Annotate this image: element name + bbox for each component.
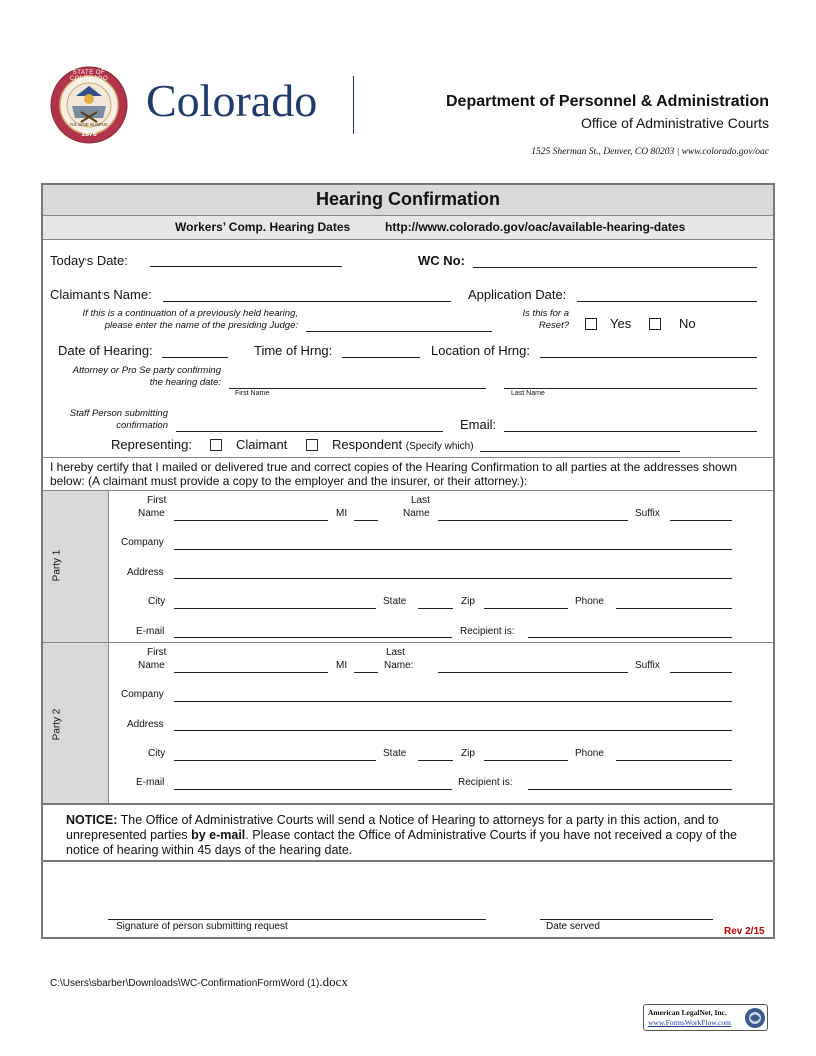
state-seal — [48, 66, 130, 144]
party-1-first-name-field[interactable] — [174, 520, 328, 521]
notice-text: NOTICE: The Office of Administrative Courts will send a Notice of Hearing to attorneys for a party in this action, and to unrepresented parties by e-mail. Please contact the Office of Administrative Courts if you have not received a copy of the notice of hearing within 45 days of the hearing date. — [66, 813, 737, 857]
party-2-suffix-label: Suffix — [635, 660, 660, 671]
party-1-phone-label: Phone — [575, 596, 604, 607]
subtitle-label: Workers’ Comp. Hearing Dates — [175, 220, 351, 234]
claimant-checkbox[interactable] — [210, 439, 222, 451]
date-of-hearing-field[interactable] — [162, 357, 228, 358]
party-1-phone-field[interactable] — [616, 608, 732, 609]
party-2-suffix-field[interactable] — [670, 672, 732, 673]
party-divider — [43, 642, 773, 643]
party-2-city-field[interactable] — [174, 760, 376, 761]
party-1-suffix-label: Suffix — [635, 508, 660, 519]
section-divider-3 — [43, 803, 773, 805]
section-divider-1 — [43, 457, 773, 458]
form-title: Hearing Confirmation — [315, 189, 500, 209]
attorney-line-2: the hearing date: — [149, 377, 221, 388]
reset-no-label: No — [679, 316, 696, 331]
party-2-last-name-label: Name: — [384, 660, 414, 671]
email-field[interactable] — [504, 431, 757, 432]
seal-year: 1876 — [81, 131, 97, 138]
email-label: Email: — [460, 417, 497, 432]
reset-line-2: Reset? — [538, 320, 569, 331]
party-1-state-field[interactable] — [418, 608, 453, 609]
attorney-last-name-field[interactable] — [504, 388, 757, 389]
seal-top-text: STATE OF COLORADO — [69, 70, 109, 82]
vendor-badge[interactable] — [643, 1004, 768, 1031]
party-2-state-field[interactable] — [418, 760, 453, 761]
claimant-name-label: Claimant’s Name: — [50, 287, 152, 302]
party-1-state-label: State — [383, 596, 407, 607]
state-name-logo: Colorado — [146, 75, 318, 126]
time-of-hrng-field[interactable] — [342, 357, 420, 358]
party-2-phone-field[interactable] — [616, 760, 732, 761]
wc-no-field[interactable] — [473, 267, 757, 268]
file-path: C:\Users\sbarber\Downloads\WC-ConfirmationFormWord (1).docx — [50, 974, 348, 989]
section-divider-4 — [43, 860, 773, 862]
wc-no-label: WC No: — [418, 253, 465, 268]
party-1-label: Party 1 — [51, 549, 63, 582]
party-1-city-label: City — [148, 596, 166, 607]
respondent-option-label: Respondent (Specify which) — [332, 437, 474, 452]
notice-email-emphasis: by e-mail — [191, 828, 246, 842]
seal-motto: NIL SINE NUMINE — [70, 122, 108, 127]
party-2-recipient-label: Recipient is: — [458, 777, 513, 788]
party-1-name-label: Name — [138, 508, 165, 519]
section-divider-2 — [43, 490, 773, 491]
continuation-line-1: If this is a continuation of a previously held hearing, — [82, 308, 298, 319]
hearing-dates-link[interactable]: http://www.colorado.gov/oac/available-hearing-dates — [385, 220, 686, 234]
party-2-first-name-field[interactable] — [174, 672, 328, 673]
logo-divider — [353, 76, 354, 134]
party-2-mi-field[interactable] — [354, 672, 378, 673]
date-of-hearing-label: Date of Hearing: — [58, 343, 153, 358]
party-1-suffix-field[interactable] — [670, 520, 732, 521]
claimant-option-label: Claimant — [236, 437, 288, 452]
party-2-label: Party 2 — [51, 708, 63, 741]
reset-line-1: Is this for a — [522, 308, 569, 319]
revision-label: Rev 2/15 — [724, 926, 765, 937]
party-1-email-field[interactable] — [174, 637, 452, 638]
presiding-judge-field[interactable] — [306, 331, 492, 332]
vendor-globe-icon — [744, 1007, 766, 1029]
location-label: Location of Hrng: — [431, 343, 531, 358]
party-2-address-label: Address — [127, 719, 164, 730]
party-2-last-name-field[interactable] — [438, 672, 628, 673]
certify-text: I hereby certify that I mailed or delivered true and correct copies of the Hearing Confirmation to all parties at the addresses shown below: (A claimant must provide a copy to the employer and the insurer, or their attorney.): — [50, 460, 738, 488]
party-2-phone-label: Phone — [575, 748, 604, 759]
reset-yes-checkbox[interactable] — [585, 318, 597, 330]
party-2-company-label: Company — [121, 689, 164, 700]
party-1-recipient-field[interactable] — [528, 637, 732, 638]
date-served-caption: Date served — [546, 921, 600, 932]
party-2-zip-field[interactable] — [484, 760, 568, 761]
party-2-name-label: Name — [138, 660, 165, 671]
party-1-address-field[interactable] — [174, 578, 732, 579]
attorney-line-1: Attorney or Pro Se party confirming — [72, 365, 221, 376]
todays-date-field[interactable] — [150, 266, 342, 267]
party-1-last-name-label: Name — [403, 508, 430, 519]
party-2-email-field[interactable] — [174, 789, 452, 790]
department-name: Department of Personnel & Administration — [446, 93, 769, 110]
party-2-address-field[interactable] — [174, 730, 732, 731]
application-date-field[interactable] — [577, 301, 757, 302]
reset-yes-label: Yes — [610, 316, 632, 331]
application-date-label: Application Date: — [468, 287, 567, 302]
party-1-last-label: Last — [411, 495, 430, 506]
attorney-first-name-field[interactable] — [229, 388, 486, 389]
signature-caption: Signature of person submitting request — [116, 921, 288, 932]
vendor-name: American LegalNet, Inc. — [648, 1008, 727, 1017]
location-field[interactable] — [540, 357, 757, 358]
signature-field[interactable] — [108, 919, 486, 920]
party-1-last-name-field[interactable] — [438, 520, 628, 521]
party-2-zip-label: Zip — [461, 748, 475, 759]
vendor-url[interactable]: www.FormsWorkFlow.com — [648, 1018, 732, 1027]
party-2-state-label: State — [383, 748, 407, 759]
reset-no-checkbox[interactable] — [649, 318, 661, 330]
party-1-first-label: First — [147, 495, 167, 506]
party-1-city-field[interactable] — [174, 608, 376, 609]
respondent-specify-field[interactable] — [480, 451, 680, 452]
representing-label: Representing: — [111, 437, 192, 452]
continuation-line-2: please enter the name of the presiding Judge: — [104, 320, 298, 331]
party-2-recipient-field[interactable] — [528, 789, 732, 790]
respondent-checkbox[interactable] — [306, 439, 318, 451]
notice-label: NOTICE: — [66, 813, 118, 827]
party-2-city-label: City — [148, 748, 166, 759]
party-1-company-label: Company — [121, 537, 164, 548]
party-2-company-field[interactable] — [174, 701, 732, 702]
party-2-first-label: First — [147, 647, 167, 658]
claimant-name-field[interactable] — [163, 301, 451, 302]
first-name-caption: First Name — [235, 390, 270, 397]
party-1-zip-label: Zip — [461, 596, 475, 607]
party-1-mi-field[interactable] — [354, 520, 378, 521]
staff-line-2: confirmation — [116, 420, 168, 431]
office-address: 1525 Sherman St., Denver, CO 80203 | www.colorado.gov/oac — [531, 147, 769, 157]
staff-person-field[interactable] — [176, 431, 443, 432]
last-name-caption: Last Name — [511, 390, 545, 397]
staff-line-1: Staff Person submitting — [69, 408, 168, 419]
date-served-field[interactable] — [540, 919, 713, 920]
party-1-address-label: Address — [127, 567, 164, 578]
party-1-email-label: E-mail — [136, 626, 165, 637]
party-2-mi-label: MI — [336, 660, 348, 671]
office-name: Office of Administrative Courts — [580, 115, 769, 131]
party-2-email-label: E-mail — [136, 777, 165, 788]
party-1-zip-field[interactable] — [484, 608, 568, 609]
party-1-recipient-label: Recipient is: — [460, 626, 515, 637]
party-1-mi-label: MI — [336, 508, 348, 519]
todays-date-label: Today’s Date: — [50, 253, 128, 268]
party-1-company-field[interactable] — [174, 549, 732, 550]
party-2-last-label: Last — [386, 647, 405, 658]
time-of-hrng-label: Time of Hrng: — [254, 343, 333, 358]
